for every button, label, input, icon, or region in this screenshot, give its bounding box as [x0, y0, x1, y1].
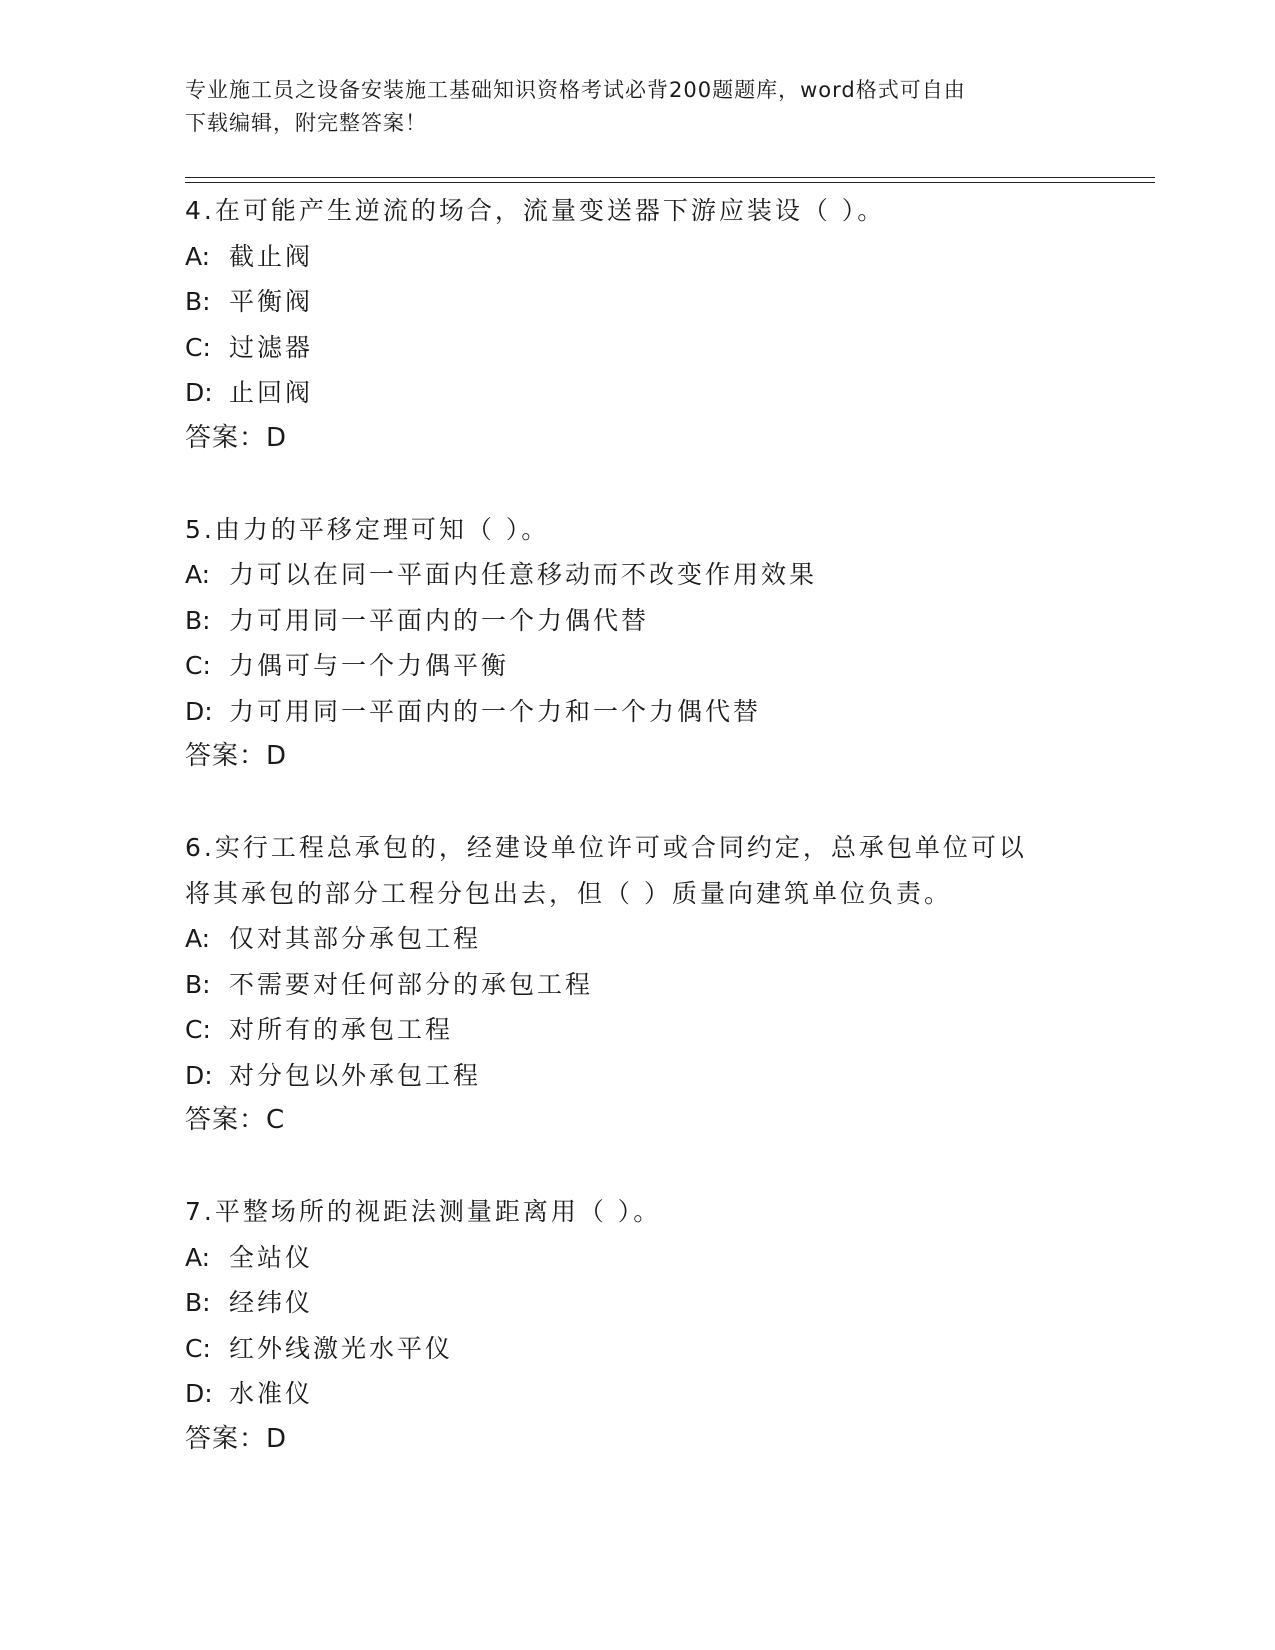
- option-label: C:: [185, 651, 211, 680]
- option-text: 截止阀: [229, 241, 314, 271]
- answer-option: [185, 962, 1085, 1008]
- question-stem-line: 将其承包的部分工程分包出去，但（ ）质量向建筑单位负责。: [185, 878, 952, 908]
- question-stem-line: 6.实行工程总承包的，经建设单位许可或合同约定，总承包单位可以: [185, 833, 1027, 862]
- question-block: [185, 188, 1085, 461]
- option-label: C:: [185, 1015, 211, 1044]
- option-text: 仅对其部分承包工程: [229, 924, 482, 953]
- option-label: B:: [185, 969, 211, 999]
- option-text: 不需要对任何部分的承包工程: [229, 969, 594, 999]
- option-text: 力可以在同一平面内任意移动而不改变作用效果: [229, 560, 818, 589]
- option-text: 红外线激光水平仪: [229, 1333, 454, 1363]
- answer-option: [185, 689, 1085, 735]
- option-text: 过滤器: [229, 332, 314, 362]
- answer-option: [185, 643, 1085, 689]
- question-stem-line: 4.在可能产生逆流的场合，流量变送器下游应装设（ ）。: [185, 196, 886, 225]
- option-text: 对分包以外承包工程: [229, 1060, 482, 1090]
- option-label: C:: [185, 332, 211, 362]
- question-stem-line: 7.平整场所的视距法测量距离用（ ）。: [185, 1197, 662, 1226]
- option-label: A:: [185, 241, 211, 271]
- answer-option: [185, 279, 1085, 325]
- question-block: [185, 1189, 1085, 1462]
- answer-key: 答案：D: [185, 1423, 288, 1454]
- answer-key: 答案：D: [185, 422, 288, 453]
- answer-option: [185, 370, 1085, 416]
- answer-option: [185, 234, 1085, 280]
- question-stem: [185, 188, 1085, 234]
- option-text: 止回阀: [229, 378, 314, 407]
- question-spacer: [185, 461, 1085, 507]
- option-text: 平衡阀: [229, 287, 314, 316]
- answer-option: [185, 325, 1085, 371]
- answer-key: 答案：D: [185, 741, 288, 771]
- option-text: 力偶可与一个力偶平衡: [229, 651, 510, 680]
- document-header: [185, 74, 1065, 140]
- option-label: D:: [185, 1379, 213, 1408]
- answer-option: [185, 1007, 1085, 1053]
- question-block: [185, 507, 1085, 780]
- option-label: D:: [185, 1060, 213, 1090]
- question-stem-line: 5.由力的平移定理可知（ ）。: [185, 514, 550, 544]
- option-text: 力可用同一平面内的一个力偶代替: [229, 605, 650, 635]
- option-text: 经纬仪: [229, 1288, 314, 1317]
- option-label: D:: [185, 378, 213, 407]
- answer-option: [185, 552, 1085, 598]
- option-label: B:: [185, 605, 211, 635]
- question-spacer: [185, 780, 1085, 826]
- question-spacer: [185, 1144, 1085, 1190]
- answer-option: [185, 1371, 1085, 1417]
- option-text: 水准仪: [229, 1379, 314, 1408]
- option-text: 全站仪: [229, 1242, 314, 1272]
- option-label: B:: [185, 287, 211, 316]
- question-block: [185, 825, 1085, 1144]
- header-title-line-1: 专业施工员之设备安装施工基础知识资格考试必背200题题库，word格式可自由: [185, 78, 966, 102]
- answer-option: [185, 1280, 1085, 1326]
- question-list: [185, 188, 1085, 1462]
- answer-option: [185, 1053, 1085, 1099]
- answer-option: [185, 1235, 1085, 1281]
- option-label: D:: [185, 696, 213, 726]
- answer-option: [185, 1326, 1085, 1372]
- option-label: A:: [185, 924, 211, 953]
- option-text: 对所有的承包工程: [229, 1015, 454, 1044]
- question-stem: [185, 1189, 1085, 1235]
- answer-option: [185, 916, 1085, 962]
- header-title-line-2: 下载编辑，附完整答案！: [185, 111, 427, 135]
- question-stem: [185, 825, 1085, 916]
- header-divider-top: [185, 177, 1155, 178]
- option-text: 力可用同一平面内的一个力和一个力偶代替: [229, 696, 762, 726]
- answer-option: [185, 598, 1085, 644]
- option-label: C:: [185, 1333, 211, 1363]
- option-label: A:: [185, 560, 211, 589]
- answer-key: 答案：C: [185, 1105, 286, 1135]
- question-stem: [185, 507, 1085, 553]
- option-label: A:: [185, 1242, 211, 1272]
- header-divider-bottom: [185, 182, 1155, 183]
- option-label: B:: [185, 1288, 211, 1317]
